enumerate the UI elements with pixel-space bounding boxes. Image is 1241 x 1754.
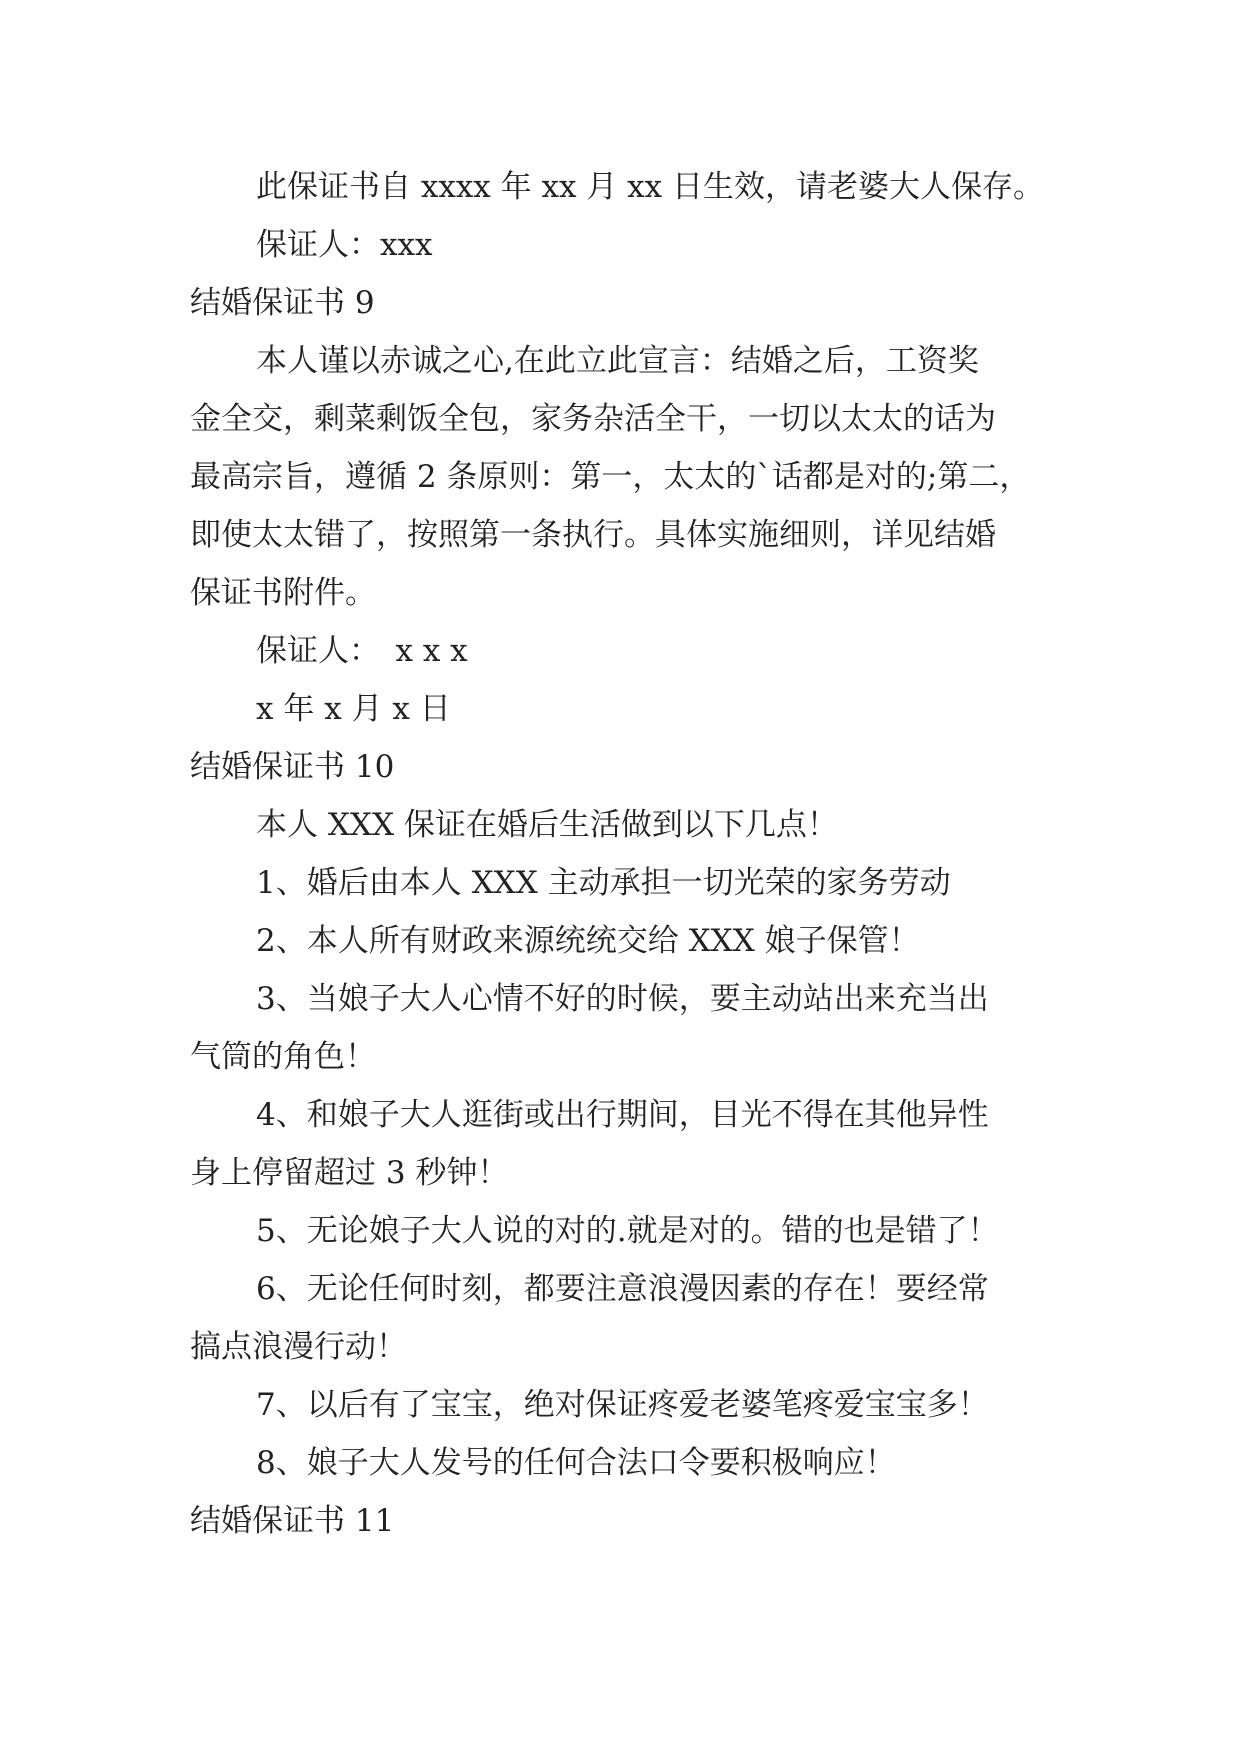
paragraph-line: 保证书附件。 xyxy=(190,575,376,611)
validity-statement: 此保证书自 xxxx 年 xx 月 xx 日生效，请老婆大人保存。 xyxy=(256,169,1044,205)
paragraph-line: 本人谨以赤诚之心,在此立此宣言：结婚之后，工资奖 xyxy=(256,343,979,379)
section-heading: 结婚保证书 11 xyxy=(190,1503,395,1539)
list-item: 1、婚后由本人 XXX 主动承担一切光荣的家务劳动 xyxy=(256,865,951,901)
list-item: 4、和娘子大人逛街或出行期间，目光不得在其他异性 xyxy=(256,1097,989,1133)
paragraph-line: 即使太太错了，按照第一条执行。具体实施细则，详见结婚 xyxy=(190,517,996,553)
list-item: 2、本人所有财政来源统统交给 XXX 娘子保管！ xyxy=(256,923,920,959)
guarantor-signature: 保证人：xxx xyxy=(256,227,433,263)
paragraph-line: 金全交，剩菜剩饭全包，家务杂活全干，一切以太太的话为 xyxy=(190,401,996,437)
list-item-continuation: 气筒的角色！ xyxy=(190,1039,376,1075)
section-heading: 结婚保证书 10 xyxy=(190,749,395,785)
paragraph-line: 本人 XXX 保证在婚后生活做到以下几点！ xyxy=(256,807,838,843)
list-item: 3、当娘子大人心情不好的时候，要主动站出来充当出 xyxy=(256,981,989,1017)
list-item: 6、无论任何时刻，都要注意浪漫因素的存在！要经常 xyxy=(256,1271,989,1307)
guarantor-signature: 保证人： x x x xyxy=(256,633,468,669)
list-item: 7、以后有了宝宝，绝对保证疼爱老婆笔疼爱宝宝多！ xyxy=(256,1387,989,1423)
list-item-continuation: 搞点浪漫行动！ xyxy=(190,1329,407,1365)
list-item-continuation: 身上停留超过 3 秒钟！ xyxy=(190,1155,509,1191)
paragraph-line: 最高宗旨，遵循 2 条原则：第一，太太的`话都是对的;第二， xyxy=(190,459,1031,495)
signature-date: x 年 x 月 x 日 xyxy=(256,691,451,727)
list-item: 8、娘子大人发号的任何合法口令要积极响应！ xyxy=(256,1445,896,1481)
section-heading: 结婚保证书 9 xyxy=(190,285,375,321)
list-item: 5、无论娘子大人说的对的.就是对的。错的也是错了！ xyxy=(256,1213,999,1249)
